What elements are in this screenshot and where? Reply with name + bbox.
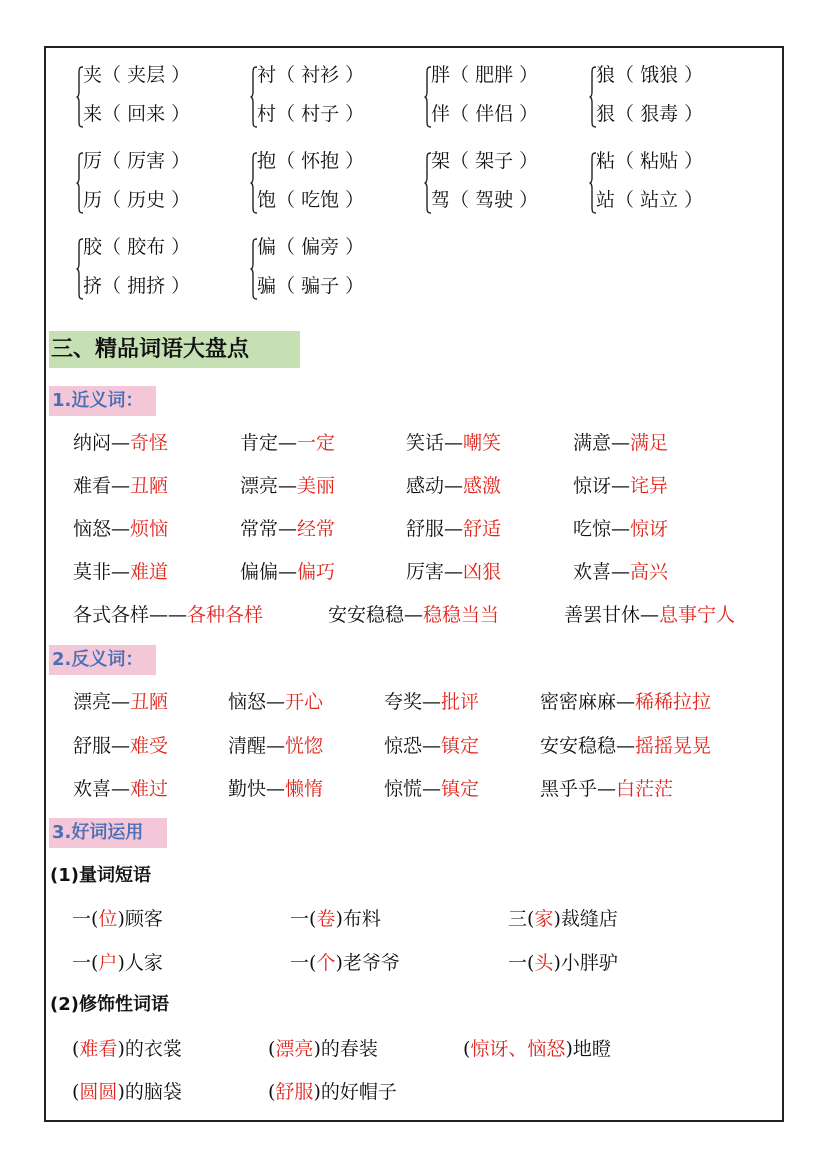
prefix: ( <box>463 1038 471 1060</box>
dash: — <box>611 475 631 497</box>
prefix: ( <box>268 1081 276 1103</box>
paren-open: （ <box>276 64 302 86</box>
word: 安安稳稳 <box>328 604 405 626</box>
paren-open: （ <box>450 189 476 211</box>
word: 感动 <box>406 475 445 497</box>
word: 清醒 <box>228 735 267 757</box>
similar-word: 饿狼 <box>640 64 679 86</box>
brace-icon <box>250 238 256 296</box>
word-pair <box>384 689 479 715</box>
word-pair <box>73 473 168 499</box>
answer-word: 难看 <box>79 1038 118 1060</box>
word-pair <box>573 516 668 542</box>
word: 恼怒 <box>73 518 112 540</box>
brace-icon <box>424 66 430 124</box>
word-pair <box>73 516 168 542</box>
suffix: )的春装 <box>313 1038 378 1060</box>
prefix: 一( <box>508 952 535 974</box>
similar-word: 驾驶 <box>475 189 514 211</box>
word: 夸奖 <box>384 691 423 713</box>
word-pair <box>228 776 323 802</box>
dash: —— <box>149 604 188 626</box>
paren-open: （ <box>102 64 128 86</box>
word-pair <box>328 602 499 628</box>
answer-word: 舒服 <box>275 1081 314 1103</box>
answer-word: 偏巧 <box>297 561 336 583</box>
word-pair <box>573 430 668 456</box>
answer-word: 奇怪 <box>130 432 169 454</box>
dash: — <box>444 518 464 540</box>
word: 惊讶 <box>573 475 612 497</box>
similar-char: 饱 <box>257 189 277 211</box>
similar-word: 站立 <box>640 189 679 211</box>
answer-word: 难过 <box>130 778 169 800</box>
fill-item <box>290 950 400 976</box>
paren-open: （ <box>615 150 641 172</box>
paren-close: ） <box>513 103 539 125</box>
word-pair <box>564 602 735 628</box>
similar-word: 骗子 <box>301 275 340 297</box>
answer-word: 懒惰 <box>285 778 324 800</box>
brace-icon <box>589 152 595 210</box>
answer-word: 白茫茫 <box>616 778 674 800</box>
dash: — <box>266 735 286 757</box>
similar-char-line <box>596 101 703 127</box>
dash: — <box>611 561 631 583</box>
answer-word: 各种各样 <box>187 604 264 626</box>
answer-word: 恍惚 <box>285 735 324 757</box>
similar-char: 站 <box>596 189 616 211</box>
prefix: 一( <box>290 908 317 930</box>
similar-char: 架 <box>431 150 451 172</box>
paren-close: ） <box>678 64 704 86</box>
paren-close: ） <box>165 103 191 125</box>
word-pair <box>406 473 501 499</box>
word: 各式各样 <box>73 604 150 626</box>
word-pair <box>73 559 168 585</box>
paren-close: ） <box>165 189 191 211</box>
paren-close: ） <box>339 189 365 211</box>
similar-word: 狠毒 <box>640 103 679 125</box>
similar-word: 伴侣 <box>475 103 514 125</box>
prefix: 三( <box>508 908 535 930</box>
answer-word: 稀稀拉拉 <box>635 691 712 713</box>
paren-close: ） <box>339 64 365 86</box>
dash: — <box>422 735 442 757</box>
similar-word: 厉害 <box>127 150 166 172</box>
dash: — <box>278 432 298 454</box>
dash: — <box>111 475 131 497</box>
paren-close: ） <box>513 64 539 86</box>
answer-word: 息事宁人 <box>659 604 736 626</box>
word-pair <box>240 473 335 499</box>
similar-word: 偏旁 <box>301 236 340 258</box>
word: 勤快 <box>228 778 267 800</box>
paren-open: （ <box>102 236 128 258</box>
word: 欢喜 <box>73 778 112 800</box>
answer-word: 个 <box>316 952 336 974</box>
word: 黑乎乎 <box>540 778 598 800</box>
prefix: 一( <box>290 952 317 974</box>
answer-word: 一定 <box>297 432 336 454</box>
paren-open: （ <box>276 103 302 125</box>
suffix: )的好帽子 <box>313 1081 397 1103</box>
similar-char-line <box>257 273 364 299</box>
answer-word: 圆圆 <box>79 1081 118 1103</box>
answer-word: 诧异 <box>630 475 669 497</box>
word: 惊慌 <box>384 778 423 800</box>
brace-icon <box>250 66 256 124</box>
similar-char-line <box>596 148 703 174</box>
answer-word: 嘲笑 <box>463 432 502 454</box>
similar-char-line <box>431 148 538 174</box>
paren-open: （ <box>615 189 641 211</box>
answer-word: 丑陋 <box>130 475 169 497</box>
paren-open: （ <box>102 275 128 297</box>
dash: — <box>111 518 131 540</box>
similar-char-line <box>83 234 190 260</box>
word-pair <box>73 602 263 628</box>
suffix: )小胖驴 <box>553 952 618 974</box>
brace-icon <box>76 66 82 124</box>
similar-char-line <box>257 148 364 174</box>
paren-close: ） <box>678 103 704 125</box>
similar-char: 胶 <box>83 236 103 258</box>
paren-close: ） <box>339 150 365 172</box>
dash: — <box>278 561 298 583</box>
fill-item <box>268 1036 378 1062</box>
word-pair <box>406 516 501 542</box>
suffix: )人家 <box>117 952 163 974</box>
dash: — <box>611 518 631 540</box>
answer-word: 户 <box>98 952 118 974</box>
similar-char: 驾 <box>431 189 451 211</box>
similar-char: 夹 <box>83 64 103 86</box>
answer-word: 漂亮 <box>275 1038 314 1060</box>
paren-close: ） <box>678 189 704 211</box>
word: 厉害 <box>406 561 445 583</box>
similar-char: 偏 <box>257 236 277 258</box>
paren-close: ） <box>513 150 539 172</box>
similar-word: 粘贴 <box>640 150 679 172</box>
word: 纳闷 <box>73 432 112 454</box>
paren-open: （ <box>276 150 302 172</box>
prefix: 一( <box>72 908 99 930</box>
similar-char-line <box>431 62 538 88</box>
paren-close: ） <box>165 275 191 297</box>
fill-item <box>290 906 381 932</box>
word-pair <box>73 430 168 456</box>
answer-word: 难受 <box>130 735 169 757</box>
similar-word: 肥胖 <box>475 64 514 86</box>
fill-item <box>72 950 163 976</box>
similar-word: 回来 <box>127 103 166 125</box>
similar-char-line <box>257 62 364 88</box>
similar-char: 狠 <box>596 103 616 125</box>
similar-char-line <box>83 148 190 174</box>
suffix: )地瞪 <box>565 1038 611 1060</box>
word: 舒服 <box>406 518 445 540</box>
word: 常常 <box>240 518 279 540</box>
dash: — <box>597 778 617 800</box>
answer-word: 位 <box>98 908 118 930</box>
answer-word: 美丽 <box>297 475 336 497</box>
word: 满意 <box>573 432 612 454</box>
paren-open: （ <box>450 64 476 86</box>
paren-open: （ <box>615 103 641 125</box>
dash: — <box>278 518 298 540</box>
word-pair <box>406 430 501 456</box>
fill-item <box>72 1079 182 1105</box>
brace-icon <box>76 238 82 296</box>
word: 舒服 <box>73 735 112 757</box>
similar-char: 胖 <box>431 64 451 86</box>
similar-word: 拥挤 <box>127 275 166 297</box>
similar-word: 架子 <box>475 150 514 172</box>
dash: — <box>266 778 286 800</box>
similar-word: 衬衫 <box>301 64 340 86</box>
similar-char-line <box>83 101 190 127</box>
answer-word: 烦恼 <box>130 518 169 540</box>
word: 惊恐 <box>384 735 423 757</box>
similar-char: 历 <box>83 189 103 211</box>
dash: — <box>444 432 464 454</box>
answer-word: 批评 <box>441 691 480 713</box>
answer-word: 舒适 <box>463 518 502 540</box>
word: 欢喜 <box>573 561 612 583</box>
paren-close: ） <box>678 150 704 172</box>
fill-item <box>72 906 163 932</box>
similar-char-line <box>431 101 538 127</box>
similar-char-line <box>596 187 703 213</box>
paren-close: ） <box>165 150 191 172</box>
dash: — <box>111 691 131 713</box>
answer-word: 摇摇晃晃 <box>635 735 712 757</box>
similar-char: 村 <box>257 103 277 125</box>
dash: — <box>111 778 131 800</box>
paren-open: （ <box>102 103 128 125</box>
word: 漂亮 <box>73 691 112 713</box>
dash: — <box>266 691 286 713</box>
similar-char-line <box>83 273 190 299</box>
word-pair <box>540 689 711 715</box>
brace-icon <box>589 66 595 124</box>
word-pair <box>384 733 479 759</box>
similar-char-line <box>83 62 190 88</box>
paren-close: ） <box>165 64 191 86</box>
paren-open: （ <box>276 236 302 258</box>
word: 难看 <box>73 475 112 497</box>
answer-word: 惊讶 <box>630 518 669 540</box>
answer-word: 镇定 <box>441 735 480 757</box>
similar-word: 村子 <box>301 103 340 125</box>
similar-char: 厉 <box>83 150 103 172</box>
similar-char: 抱 <box>257 150 277 172</box>
fill-item <box>268 1079 397 1105</box>
dash: — <box>111 432 131 454</box>
prefix: ( <box>72 1038 80 1060</box>
word-pair <box>573 559 668 585</box>
answer-word: 开心 <box>285 691 324 713</box>
similar-word: 怀抱 <box>301 150 340 172</box>
dash: — <box>278 475 298 497</box>
brace-icon <box>250 152 256 210</box>
word: 善罢甘休 <box>564 604 641 626</box>
answer-word: 高兴 <box>630 561 669 583</box>
dash: — <box>616 691 636 713</box>
suffix: )裁缝店 <box>553 908 618 930</box>
prefix: ( <box>72 1081 80 1103</box>
dash: — <box>444 475 464 497</box>
brace-icon <box>76 152 82 210</box>
word: 安安稳稳 <box>540 735 617 757</box>
paren-open: （ <box>450 103 476 125</box>
answer-word: 稳稳当当 <box>423 604 500 626</box>
section-title: 三、精品词语大盘点 <box>49 331 300 368</box>
answer-word: 凶狠 <box>463 561 502 583</box>
similar-char: 衬 <box>257 64 277 86</box>
similar-char: 挤 <box>83 275 103 297</box>
word: 吃惊 <box>573 518 612 540</box>
similar-char-line <box>257 234 364 260</box>
similar-char: 伴 <box>431 103 451 125</box>
fill-item <box>72 1036 182 1062</box>
similar-char-line <box>431 187 538 213</box>
fill-item <box>508 950 618 976</box>
similar-word: 胶布 <box>127 236 166 258</box>
paren-open: （ <box>102 189 128 211</box>
suffix: )老爷爷 <box>335 952 400 974</box>
word-pair <box>73 689 168 715</box>
dash: — <box>444 561 464 583</box>
answer-word: 经常 <box>297 518 336 540</box>
similar-char-line <box>257 101 364 127</box>
synonyms-label: 1.近义词： <box>49 386 156 416</box>
similar-char: 粘 <box>596 150 616 172</box>
paren-close: ） <box>165 236 191 258</box>
word: 密密麻麻 <box>540 691 617 713</box>
similar-char: 来 <box>83 103 103 125</box>
similar-word: 吃饱 <box>301 189 340 211</box>
paren-close: ） <box>339 275 365 297</box>
word: 恼怒 <box>228 691 267 713</box>
fill-item <box>463 1036 611 1062</box>
similar-char: 狼 <box>596 64 616 86</box>
dash: — <box>111 561 131 583</box>
word: 漂亮 <box>240 475 279 497</box>
dash: — <box>611 432 631 454</box>
paren-open: （ <box>102 150 128 172</box>
dash: — <box>616 735 636 757</box>
similar-char-line <box>83 187 190 213</box>
dash: — <box>111 735 131 757</box>
fill-item <box>508 906 618 932</box>
answer-word: 镇定 <box>441 778 480 800</box>
word: 偏偏 <box>240 561 279 583</box>
word-pair <box>540 776 673 802</box>
suffix: )顾客 <box>117 908 163 930</box>
word-pair <box>240 516 335 542</box>
paren-open: （ <box>276 275 302 297</box>
paren-close: ） <box>339 236 365 258</box>
similar-char-line <box>257 187 364 213</box>
modifier-heading: (2)修饰性词语 <box>50 994 169 1015</box>
answer-word: 卷 <box>316 908 336 930</box>
word-pair <box>240 559 335 585</box>
similar-char-line <box>596 62 703 88</box>
paren-close: ） <box>339 103 365 125</box>
word-pair <box>540 733 711 759</box>
answer-word: 感激 <box>463 475 502 497</box>
word-pair <box>240 430 335 456</box>
dash: — <box>422 691 442 713</box>
suffix: )的衣裳 <box>117 1038 182 1060</box>
answer-word: 头 <box>534 952 554 974</box>
word-pair <box>406 559 501 585</box>
similar-word: 历史 <box>127 189 166 211</box>
paren-open: （ <box>615 64 641 86</box>
word: 肯定 <box>240 432 279 454</box>
word-pair <box>73 776 168 802</box>
word-pair <box>384 776 479 802</box>
prefix: 一( <box>72 952 99 974</box>
similar-word: 夹层 <box>127 64 166 86</box>
brace-icon <box>424 152 430 210</box>
word-pair <box>228 733 323 759</box>
word-pair <box>228 689 323 715</box>
paren-open: （ <box>450 150 476 172</box>
answer-word: 惊讶、恼怒 <box>470 1038 566 1060</box>
paren-open: （ <box>276 189 302 211</box>
similar-char: 骗 <box>257 275 277 297</box>
word-pair <box>73 733 168 759</box>
answer-word: 难道 <box>130 561 169 583</box>
measure-word-heading: (1)量词短语 <box>50 865 151 886</box>
prefix: ( <box>268 1038 276 1060</box>
paren-close: ） <box>513 189 539 211</box>
suffix: )布料 <box>335 908 381 930</box>
dash: — <box>422 778 442 800</box>
dash: — <box>404 604 424 626</box>
word: 笑话 <box>406 432 445 454</box>
suffix: )的脑袋 <box>117 1081 182 1103</box>
answer-word: 满足 <box>630 432 669 454</box>
word-pair <box>573 473 668 499</box>
answer-word: 丑陋 <box>130 691 169 713</box>
dash: — <box>640 604 660 626</box>
word: 莫非 <box>73 561 112 583</box>
antonyms-label: 2.反义词： <box>49 645 156 675</box>
usage-label: 3.好词运用 <box>49 818 167 848</box>
answer-word: 家 <box>534 908 554 930</box>
